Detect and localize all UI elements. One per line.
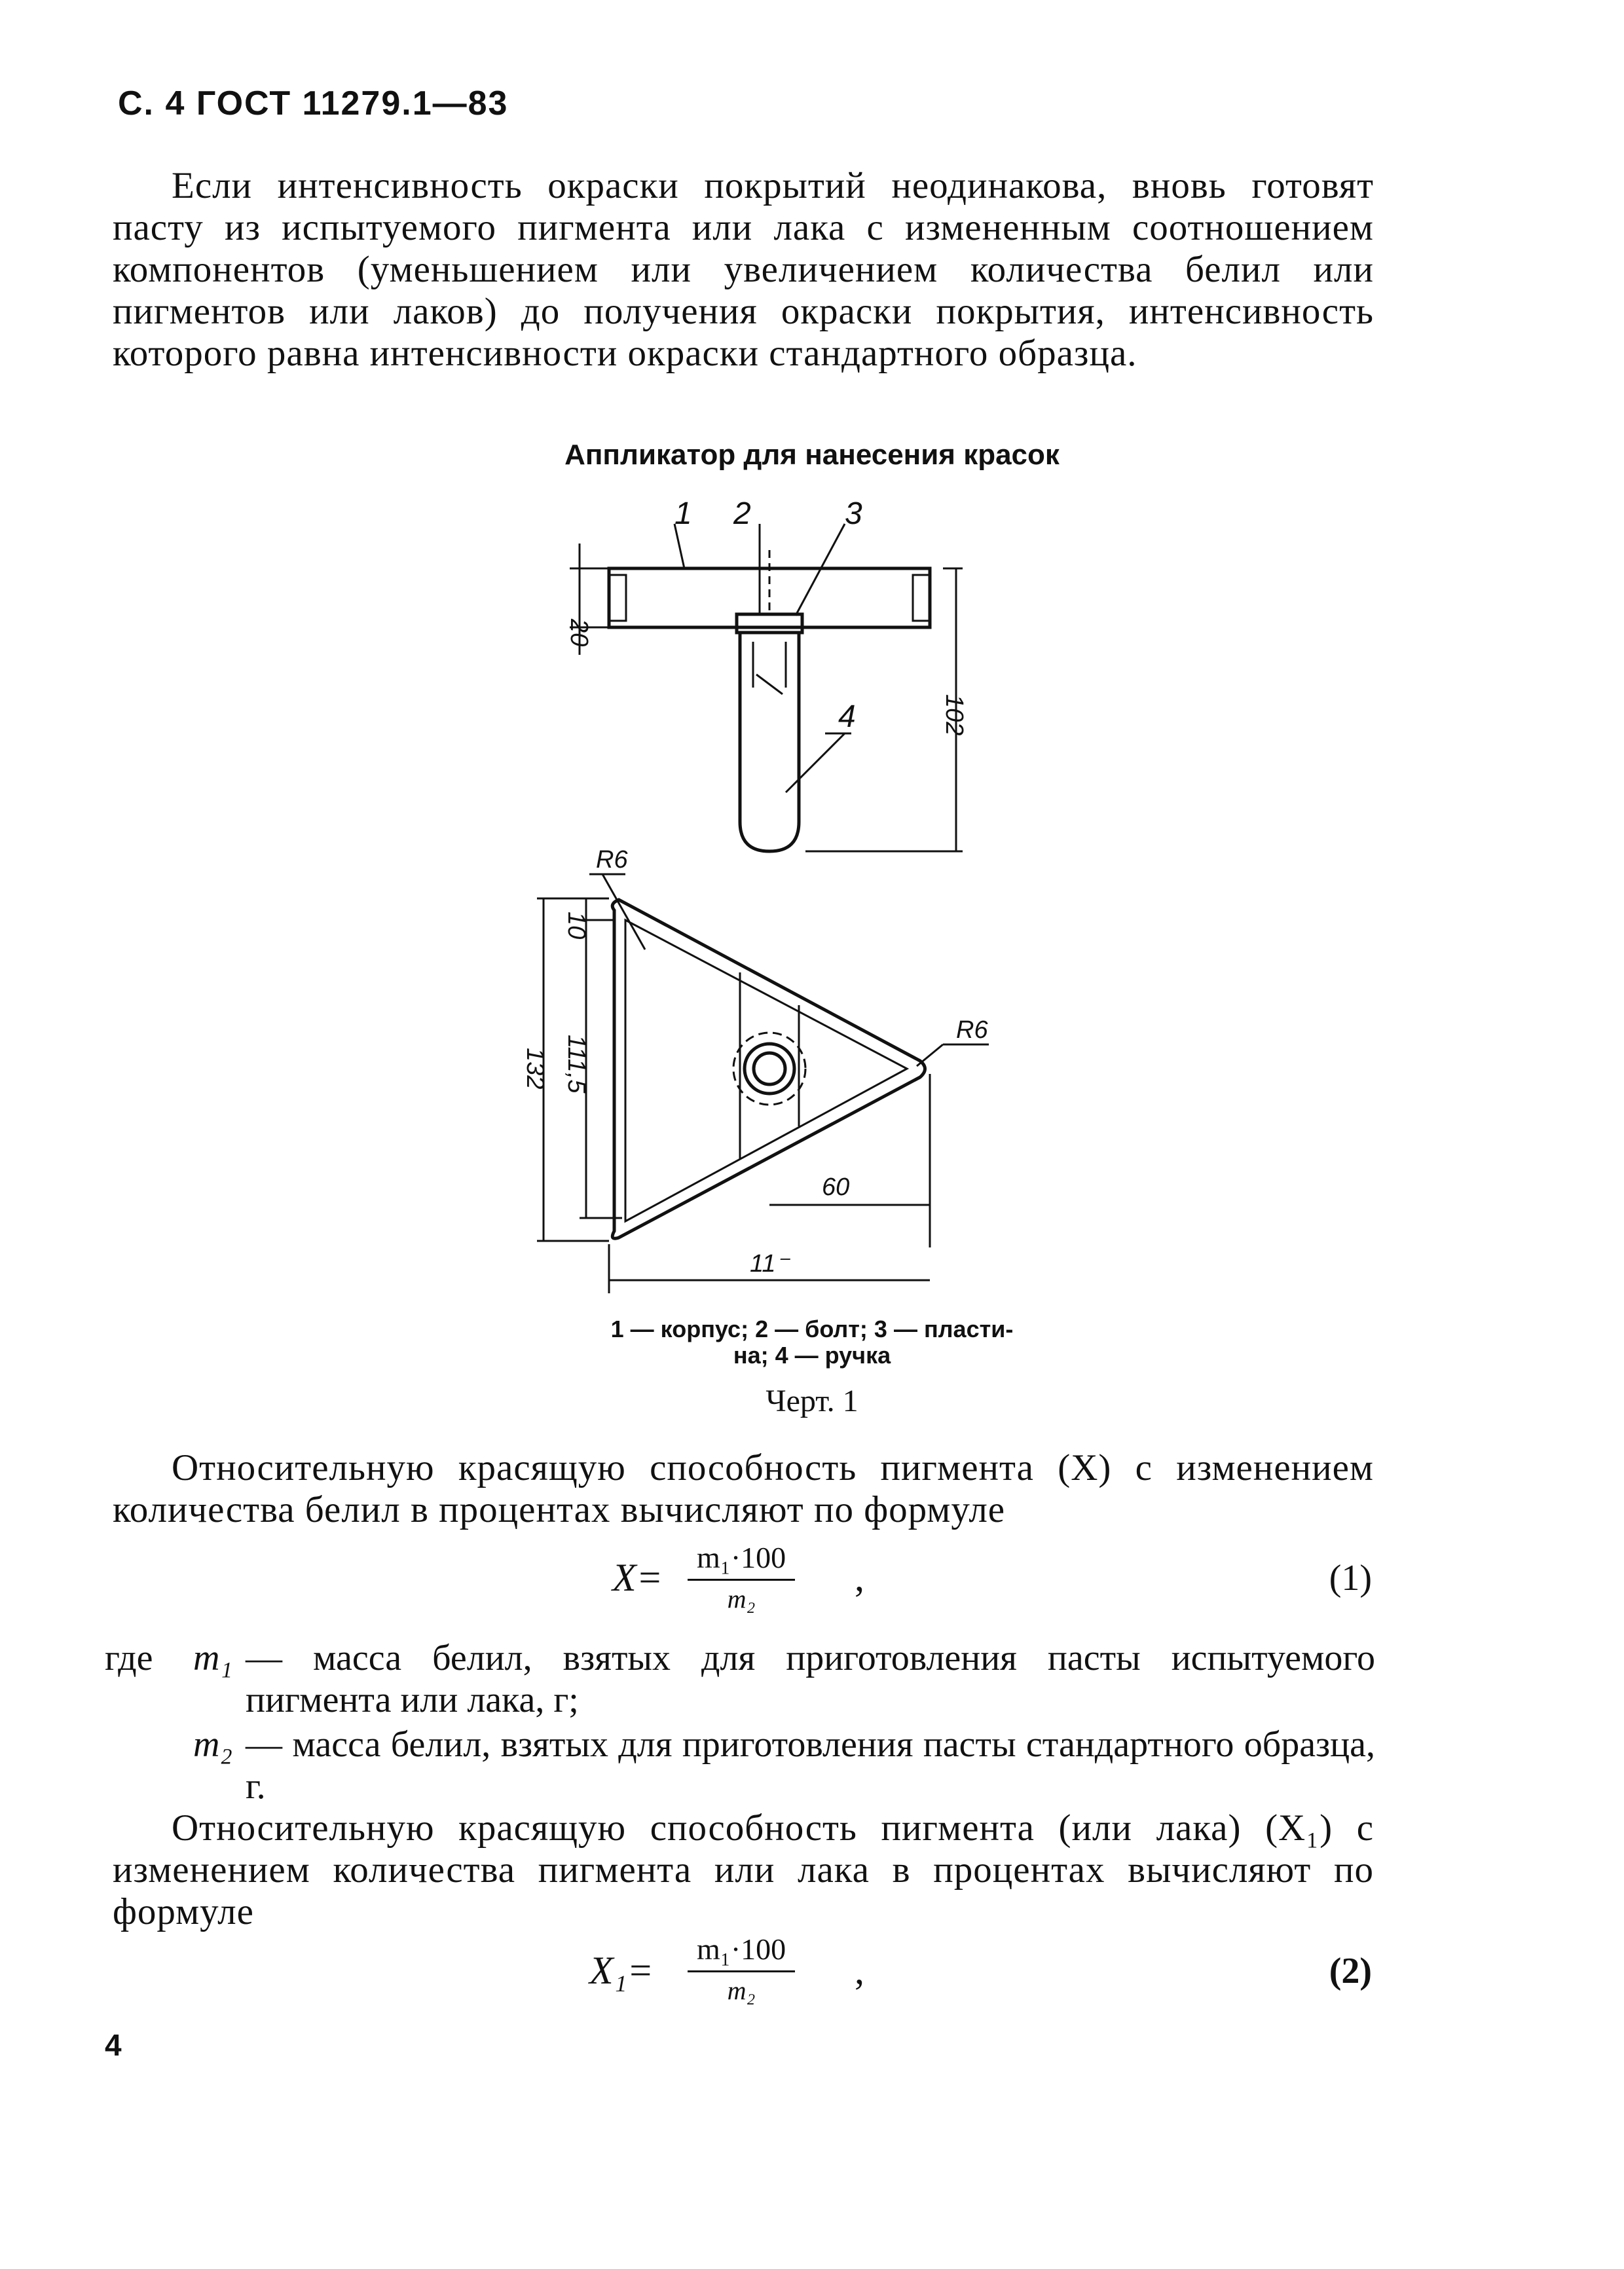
equation-number-1: (1) <box>1329 1558 1372 1598</box>
callout-3: 3 <box>845 496 862 531</box>
paragraph-2 <box>113 1447 1374 1531</box>
body-right-end <box>913 575 930 621</box>
dim-label-10: 10 <box>563 912 590 940</box>
callout-4: 4 <box>838 699 856 734</box>
formula-1-fraction <box>688 1540 795 1614</box>
bolt-head <box>737 614 802 633</box>
paragraph-3 <box>113 1807 1374 1933</box>
where-lead: где <box>105 1638 153 1678</box>
leader-r6-right <box>917 1044 943 1066</box>
where-item-2 <box>105 1724 1375 1807</box>
formula-1-denominator: m₂ <box>727 1584 756 1614</box>
paragraph-2-text: Относительную красящую способность пигмента (X) с изменением количества белил в процентах вычисляют по формуле <box>113 1447 1374 1530</box>
legend-line-1: 1 — корпус; 2 — болт; 3 — пласти- <box>610 1316 1014 1342</box>
where-item-1 <box>105 1637 1375 1721</box>
running-head: С. 4 ГОСТ 11279.1—83 <box>118 84 509 122</box>
side-view <box>609 550 930 851</box>
page-number: 4 <box>105 2028 122 2062</box>
where-text-1: — масса белил, взятых для приготовления пасты испытуемого пигмента или лака, г; <box>246 1638 1375 1720</box>
bolt-hole <box>754 1053 785 1084</box>
dim-label-111-5: 111,5 <box>563 1035 590 1094</box>
formula-2-fraction <box>688 1932 795 2006</box>
callout-2: 2 <box>733 496 751 531</box>
bolt-circle <box>745 1044 794 1094</box>
formula-1-numerator: m₁·100 <box>688 1540 795 1581</box>
handle <box>740 633 799 851</box>
dim-label-102: 102 <box>940 694 968 736</box>
formula-2-lhs: X₁= <box>589 1949 654 1992</box>
triangle-inner <box>625 920 907 1221</box>
where-symbol-1: m₁ <box>193 1638 232 1678</box>
equation-number-2: (2) <box>1329 1951 1372 1991</box>
side-dimensions <box>570 524 963 851</box>
callout-1: 1 <box>674 496 692 531</box>
formula-2-comma: , <box>855 1949 864 1992</box>
where-text-2: — масса белил, взятых для приготовления пасты стандартного образца, г. <box>246 1724 1375 1807</box>
triangle-outer <box>612 900 925 1238</box>
formula-2-numerator: m₁·100 <box>688 1932 795 1972</box>
figure-caption: Черт. 1 <box>766 1384 858 1418</box>
body-left-end <box>609 575 626 621</box>
dim-label-132: 132 <box>521 1048 549 1090</box>
intro-paragraph-text: Если интенсивность окраски покрытий неодинакова, вновь готовят пасту из испытуемого пигмента или лака с измененным соотношением компонентов (уменьшением или увеличением количества белил или пигментов или лаков) до получения окраски покрытия, интенсивность которого равна интенсивности окраски стандартного образца. <box>113 165 1374 374</box>
dim-label-60: 60 <box>822 1173 850 1201</box>
handle-thread <box>753 642 786 694</box>
paragraph-3-text: Относительную красящую способность пигмента (или лака) (X₁) с изменением количества пигмента или лака в процентах вычисляют по формуле <box>113 1807 1374 1932</box>
formula-1-comma: , <box>855 1556 864 1599</box>
leader-4 <box>786 733 845 792</box>
formula-1-lhs: X= <box>612 1556 663 1599</box>
where-symbol-2: m₂ <box>193 1724 232 1765</box>
legend-line-2: на; 4 — ручка <box>733 1342 891 1369</box>
where-block <box>105 1637 1375 1807</box>
formula-2-denominator: m₂ <box>727 1976 756 2005</box>
where-spacer <box>105 1724 193 1807</box>
dim-label-20: 20 <box>565 619 593 647</box>
figure-title: Аппликатор для нанесения красок <box>564 439 1060 471</box>
figure-legend <box>0 1316 1624 1369</box>
dim-label-r6-top: R6 <box>596 846 628 874</box>
dim-label-r6-right: R6 <box>956 1016 988 1044</box>
dim-label-117: 11⁻ <box>750 1250 789 1278</box>
plan-view <box>612 900 925 1238</box>
